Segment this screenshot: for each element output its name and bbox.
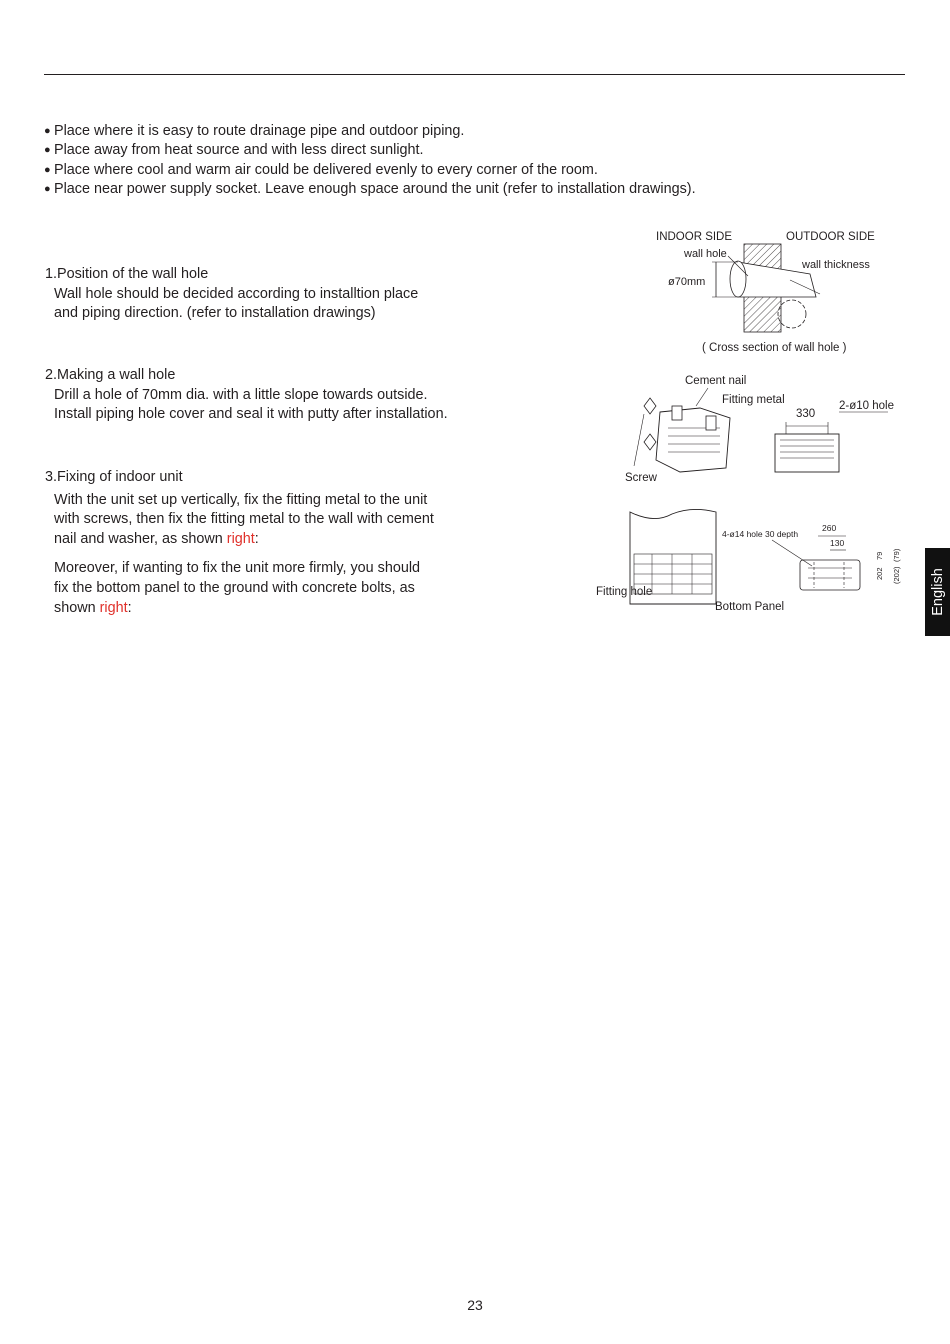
- wall-hole-diagram: [640, 222, 910, 362]
- bottom-panel-diagram: [592, 506, 910, 618]
- dimension-79-alt: (79): [892, 548, 901, 562]
- bullet-icon: ●: [44, 144, 51, 157]
- right-link[interactable]: right: [226, 530, 255, 547]
- fitting-hole-label: Fitting hole: [596, 586, 653, 598]
- fitting-metal-label: Fitting metal: [722, 394, 785, 406]
- header-rule: [44, 74, 905, 75]
- wall-thickness-label: wall thickness: [802, 259, 870, 271]
- outdoor-side-label: OUTDOOR SIDE: [786, 231, 875, 243]
- section-wall-hole-position: [45, 265, 418, 324]
- section-title: 1.Position of the wall hole: [45, 266, 209, 282]
- list-item: ● Place where cool and warm air could be delivered evenly to every corner of the room.: [44, 161, 696, 180]
- screw-icon: [644, 434, 656, 450]
- dimension-330: 330: [796, 408, 816, 420]
- section-text: Install piping hole cover and seal it with putty after installation.: [54, 406, 448, 423]
- wall-hole-label: wall hole: [684, 248, 727, 260]
- dimension-202: 202: [875, 567, 884, 580]
- leader-line: [696, 388, 708, 406]
- section-text: Moreover, if wanting to fix the unit more firmly, you should: [54, 560, 421, 577]
- hole-depth-label: 4-ø14 hole 30 depth: [722, 529, 799, 539]
- section-text: shown right:: [54, 599, 132, 616]
- dimension-79: 79: [875, 551, 884, 560]
- bullet-icon: ●: [44, 125, 51, 137]
- section-text: fix the bottom panel to the ground with concrete bolts, as: [54, 579, 415, 596]
- language-tab: English: [925, 548, 950, 636]
- bottom-panel-label: Bottom Panel: [715, 601, 785, 613]
- dimension-130: 130: [830, 538, 845, 548]
- panel-footprint: [800, 560, 860, 590]
- list-item: ● Place where it is easy to route drainage pipe and outdoor piping.: [44, 122, 696, 141]
- diameter-label: ø70mm: [668, 276, 706, 288]
- screw-icon: [644, 398, 656, 414]
- right-link[interactable]: right: [99, 599, 128, 616]
- indoor-side-label: INDOOR SIDE: [656, 231, 733, 243]
- unit-bracket: [656, 408, 730, 472]
- pipe-outline: [778, 300, 806, 328]
- leader-line: [634, 414, 644, 466]
- section-text: Drill a hole of 70mm dia. with a little slope towards outside.: [54, 386, 428, 403]
- section-text: With the unit set up vertically, fix the fitting metal to the unit: [54, 491, 428, 508]
- dimension-202-alt: (202): [892, 566, 901, 584]
- leader-line: [772, 540, 812, 566]
- page-number: 23: [467, 1297, 483, 1313]
- bullet-icon: ●: [44, 163, 51, 176]
- fitting-tab: [672, 406, 682, 420]
- fitting-tab: [706, 416, 716, 430]
- section-text: Wall hole should be decided according to installtion place: [54, 285, 419, 302]
- section-text: with screws, then fix the fitting metal to the wall with cement: [54, 511, 434, 528]
- dimension-260: 260: [822, 523, 837, 533]
- section-making-wall-hole: [45, 366, 448, 425]
- screw-label: Screw: [625, 472, 657, 484]
- section-title: 2.Making a wall hole: [45, 367, 176, 383]
- section-text: and piping direction. (refer to installation drawings): [54, 305, 376, 322]
- site-requirements-list: [44, 122, 696, 199]
- section-title: 3.Fixing of indoor unit: [45, 469, 183, 485]
- fitting-metal-diagram: [620, 368, 910, 488]
- bullet-icon: ●: [44, 182, 51, 195]
- hole-label: 2-ø10 hole: [839, 400, 894, 412]
- section-text: nail and washer, as shown right:: [54, 530, 259, 547]
- section-fixing-indoor-unit: [45, 468, 434, 618]
- cement-nail-label: Cement nail: [685, 375, 747, 387]
- cross-section-caption: ( Cross section of wall hole ): [702, 342, 847, 354]
- list-item: ● Place near power supply socket. Leave enough space around the unit (refer to installation drawings).: [44, 180, 696, 199]
- list-item: ● Place away from heat source and with less direct sunlight.: [44, 141, 696, 160]
